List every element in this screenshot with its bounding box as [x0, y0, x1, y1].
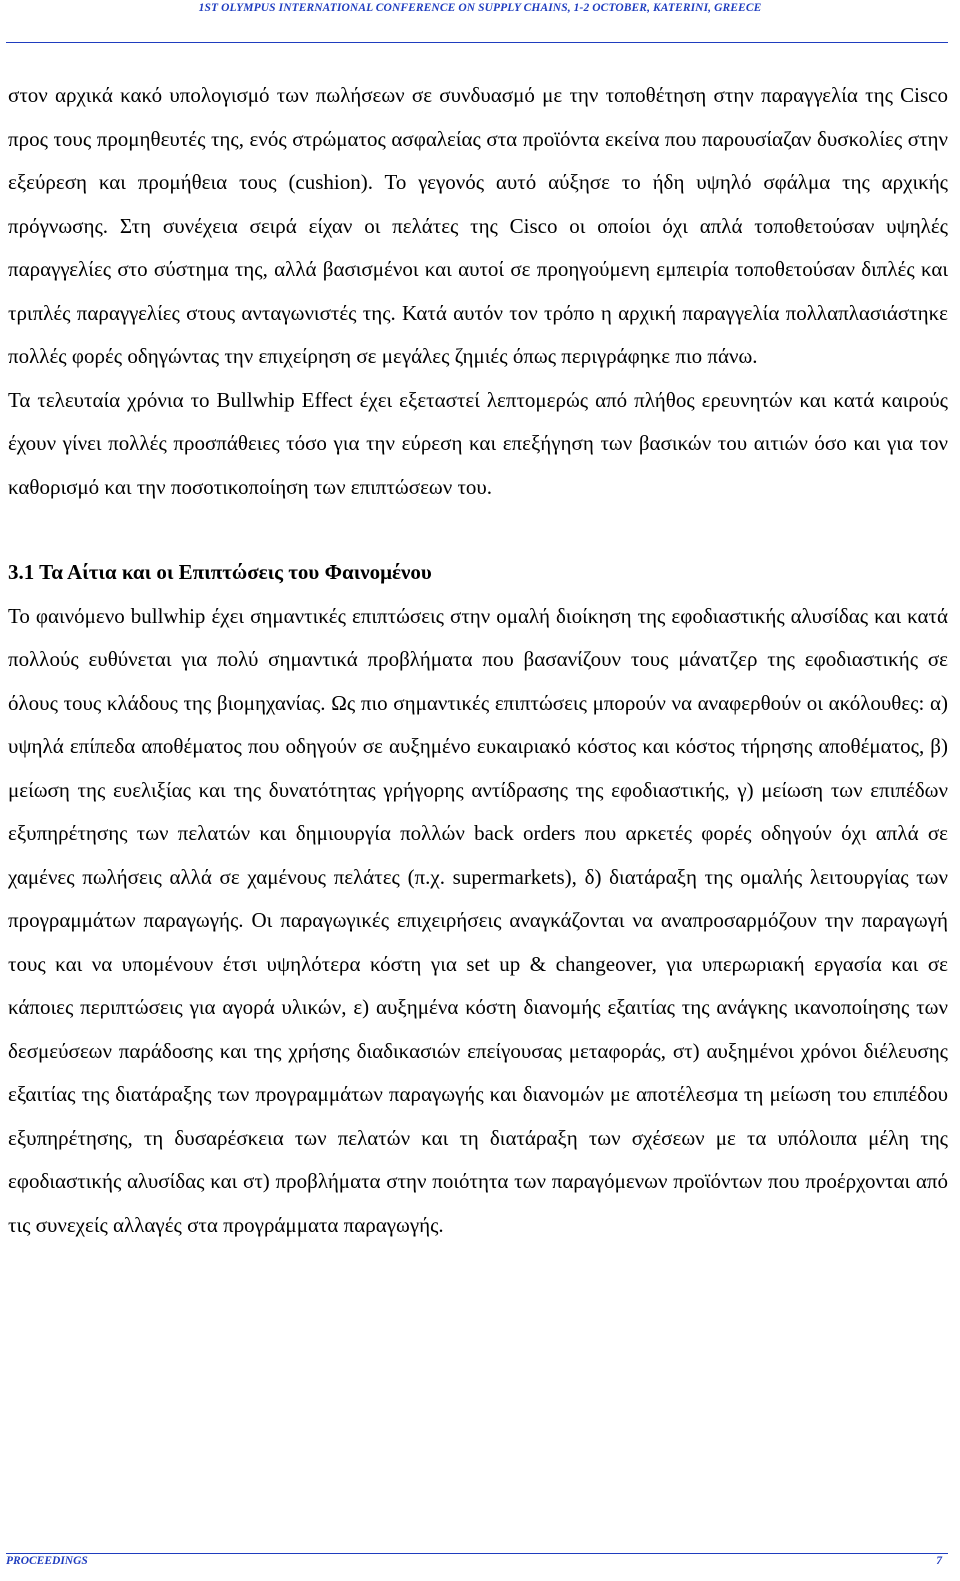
page-footer — [6, 1555, 942, 1567]
footer-divider — [6, 1553, 948, 1554]
body-paragraph-2: Τα τελευταία χρόνια το Bullwhip Effect έχει εξεταστεί λεπτομερώς από πλήθος ερευνητών και κατά καιρούς έχουν γίνει πολλές προσπάθειες τόσο για την εύρεση και επεξήγηση των βασικών του αιτιών όσο και για τον καθορισμό και την ποσοτικοποίηση των επιπτώσεων του. — [8, 387, 948, 499]
section-heading: 3.1 Τα Αίτια και οι Επιπτώσεις του Φαινομένου — [8, 560, 432, 584]
page-body — [8, 74, 948, 1247]
header-divider — [6, 42, 948, 43]
body-paragraph-1: στον αρχικά κακό υπολογισμό των πωλήσεων σε συνδυασμό με την τοποθέτηση στην παραγγελία της Cisco προς τους προμηθευτές της, ενός στρώματος ασφαλείας στα προϊόντα εκείνα που παρουσίαζαν δυσκολίες στην εξεύρεση και προμήθεια τους (cushion). Το γεγονός αυτό αύξησε το ήδη υψηλό σφάλμα της αρχικής πρόγνωσης. Στη συνέχεια σειρά είχαν οι πελάτες της Cisco οι οποίοι όχι απλά τοποθετούσαν υψηλές παραγγελίες στο σύστημα της, αλλά βασισμένοι και αυτοί σε προηγούμενη εμπειρία τοποθετούσαν διπλές και τριπλές παραγγελίες στους ανταγωνιστές της. Κατά αυτόν τον τρόπο η αρχική παραγγελία πολλαπλασιάστηκε πολλές φορές οδηγώντας την επιχείρηση σε μεγάλες ζημιές όπως περιγράφηκε πιο πάνω. — [8, 83, 948, 368]
body-paragraph-3: Το φαινόμενο bullwhip έχει σημαντικές επιπτώσεις στην ομαλή διοίκηση της εφοδιαστικής αλυσίδας και κατά πολλούς ευθύνεται για πολύ σημαντικά προβλήματα που βασανίζουν τους μάνατζερ της εφοδιαστικής σε όλους τους κλάδους της βιομηχανίας. Ως πιο σημαντικές επιπτώσεις μπορούν να αναφερθούν οι ακόλουθες: α) υψηλά επίπεδα αποθέματος που οδηγούν σε αυξημένο ευκαιριακό κόστος και κόστος τήρησης αποθέματος, β) μείωση της ευελιξίας και της δυνατότητας γρήγορης αντίδρασης της εφοδιαστικής, γ) μείωση των επιπέδων εξυπηρέτησης των πελατών και δημιουργία πολλών back orders που αρκετές φορές οδηγούν όχι απλά σε χαμένες πωλήσεις αλλά σε χαμένους πελάτες (π.χ. supermarkets), δ) διατάραξη της ομαλής λειτουργίας των προγραμμάτων παραγωγής. Οι παραγωγικές επιχειρήσεις αναγκάζονται να αναπροσαρμόζουν την παραγωγή τους και να υπομένουν έτσι υψηλότερα κόστη για set up & changeover, για υπερωριακή εργασία και σε κάποιες περιπτώσεις για αγορά υλικών, ε) αυξημένα κόστη διανομής εξαιτίας της ανάγκης ικανοποίησης των δεσμεύσεων παράδοσης και της χρήσης διαδικασιών επείγουσας μεταφοράς, στ) αυξημένοι χρόνοι διέλευσης εξαιτίας της διατάραξης των προγραμμάτων παραγωγής και διανομών με αποτέλεσμα τη μείωση του επιπέδου εξυπηρέτησης, τη δυσαρέσκεια των πελατών και τη διατάραξη των σχέσεων με τα υπόλοιπα μέλη της εφοδιαστικής αλυσίδας και στ) προβλήματα στην ποιότητα των παραγόμενων προϊόντων που προέρχονται από τις συνεχείς αλλαγές στα προγράμματα παραγωγής. — [8, 603, 948, 1237]
running-header: 1ST OLYMPUS INTERNATIONAL CONFERENCE ON SUPPLY CHAINS, 1-2 OCTOBER, KATERINI, GREECE — [198, 2, 762, 14]
footer-label: PROCEEDINGS — [6, 1555, 88, 1567]
page-number: 7 — [936, 1555, 942, 1567]
